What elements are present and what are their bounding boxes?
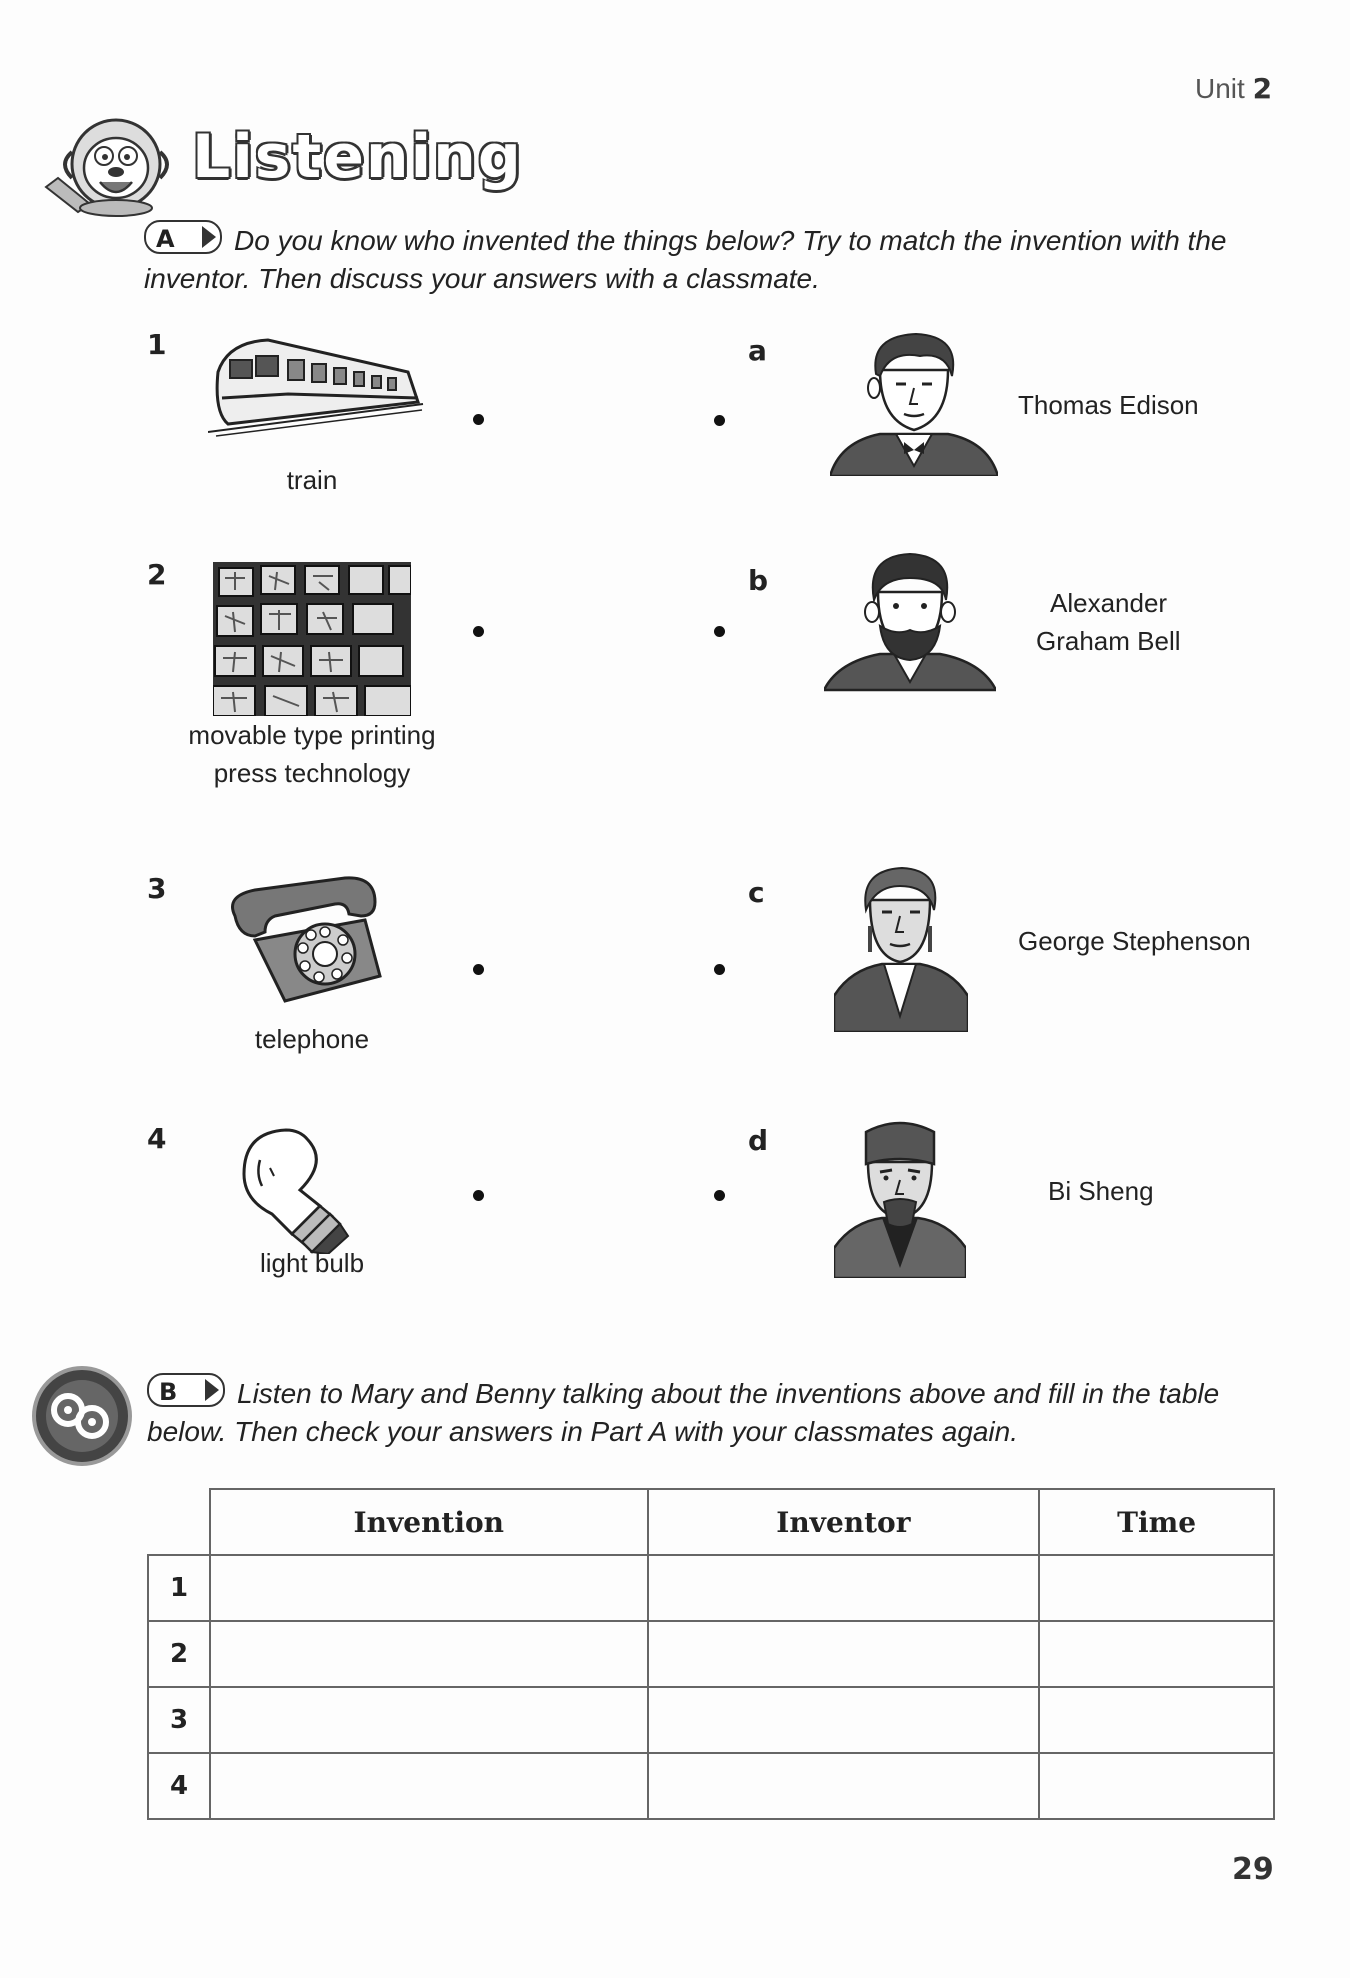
time-cell[interactable] — [1039, 1687, 1274, 1753]
page-number: 29 — [1232, 1852, 1274, 1887]
bi-sheng-portrait-icon — [834, 1118, 966, 1278]
invention-number: 2 — [147, 558, 167, 591]
unit-number: 2 — [1252, 72, 1273, 105]
row-number: 2 — [148, 1621, 210, 1687]
alexander-graham-bell-portrait-icon — [824, 552, 996, 692]
invention-caption: telephone — [254, 1024, 370, 1054]
time-cell[interactable] — [1039, 1753, 1274, 1819]
row-number: 1 — [148, 1555, 210, 1621]
invention-caption: light bulb — [259, 1248, 365, 1278]
play-arrow-icon — [202, 226, 216, 248]
inventor-letter: b — [748, 564, 769, 597]
george-stephenson-portrait-icon — [834, 866, 968, 1032]
invention-caption: train — [286, 465, 338, 495]
invention-caption: movable type printing — [188, 720, 436, 750]
telephone-icon — [225, 876, 385, 1006]
listening-mascot-icon — [38, 112, 178, 222]
invention-number: 4 — [147, 1122, 167, 1155]
invention-cell[interactable] — [210, 1753, 648, 1819]
inventor-match-dot[interactable] — [714, 415, 725, 426]
time-cell[interactable] — [1039, 1621, 1274, 1687]
row-number: 4 — [148, 1753, 210, 1819]
part-a-badge: A — [144, 220, 222, 254]
inventor-letter: c — [748, 876, 765, 909]
invention-caption: press technology — [213, 758, 411, 788]
inventor-name: George Stephenson — [1018, 926, 1251, 956]
invention-cell[interactable] — [210, 1621, 648, 1687]
inventor-name: Bi Sheng — [1048, 1176, 1154, 1206]
table-row — [148, 1555, 1274, 1621]
inventor-name: Alexander — [1050, 588, 1168, 618]
cd-audio-icon — [30, 1364, 134, 1468]
part-b-instruction: B Listen to Mary and Benny talking about the inventions above and fill in the table below. Then check your answers in Part A with your classmates again. — [147, 1373, 1267, 1451]
invention-number: 1 — [147, 328, 167, 361]
table-header-inventor: Inventor — [648, 1489, 1040, 1555]
inventor-letter: a — [748, 334, 767, 367]
inventor-letter: d — [748, 1124, 769, 1157]
table-header-time: Time — [1039, 1489, 1274, 1555]
section-title: Listening — [192, 122, 523, 192]
table-header-invention: Invention — [210, 1489, 648, 1555]
invention-number: 3 — [147, 872, 167, 905]
unit-label: Unit 2 — [1195, 72, 1273, 105]
inventor-match-dot[interactable] — [714, 1190, 725, 1201]
invention-cell[interactable] — [210, 1555, 648, 1621]
part-a-instruction: A Do you know who invented the things below? Try to match the invention with the inventor. Then discuss your answers with a classmate. — [144, 220, 1264, 298]
table-row — [148, 1621, 1274, 1687]
table-header-row — [148, 1489, 1274, 1555]
inventor-name: Graham Bell — [1036, 626, 1181, 656]
inventor-cell[interactable] — [648, 1753, 1040, 1819]
time-cell[interactable] — [1039, 1555, 1274, 1621]
light-bulb-icon — [236, 1124, 376, 1254]
table-row — [148, 1687, 1274, 1753]
thomas-edison-portrait-icon — [830, 330, 998, 476]
table-row — [148, 1753, 1274, 1819]
inventor-match-dot[interactable] — [714, 626, 725, 637]
train-icon — [208, 332, 428, 442]
movable-type-icon — [213, 562, 411, 716]
inventor-cell[interactable] — [648, 1555, 1040, 1621]
row-number: 3 — [148, 1687, 210, 1753]
invention-cell[interactable] — [210, 1687, 648, 1753]
invention-match-dot[interactable] — [473, 1190, 484, 1201]
invention-match-dot[interactable] — [473, 626, 484, 637]
part-b-badge: B — [147, 1373, 225, 1407]
invention-match-dot[interactable] — [473, 964, 484, 975]
inventor-name: Thomas Edison — [1018, 390, 1199, 420]
inventor-cell[interactable] — [648, 1687, 1040, 1753]
invention-match-dot[interactable] — [473, 414, 484, 425]
inventor-match-dot[interactable] — [714, 964, 725, 975]
answer-table — [147, 1488, 1275, 1820]
inventor-cell[interactable] — [648, 1621, 1040, 1687]
play-arrow-icon — [205, 1379, 219, 1401]
